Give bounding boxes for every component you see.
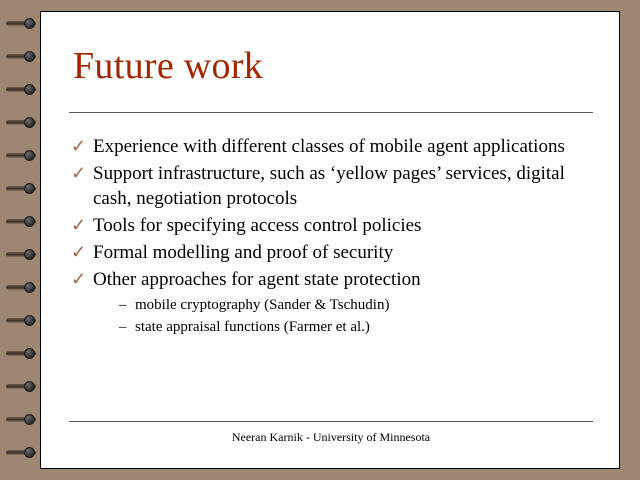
check-icon: ✓: [71, 215, 87, 235]
binding-bead-icon: [24, 183, 35, 194]
dash-icon: –: [119, 297, 127, 313]
sub-list-item: [119, 294, 601, 316]
binding-ring: [6, 216, 36, 227]
binding-ring: [6, 18, 36, 29]
binding-ring: [6, 84, 36, 95]
bullet-list: [71, 134, 601, 342]
binding-bead-icon: [24, 117, 35, 128]
slide-footer: Neeran Karnik - University of Minnesota: [231, 430, 431, 444]
spiral-binding: [0, 0, 42, 480]
binding-ring: [6, 315, 36, 326]
binding-bead-icon: [24, 447, 35, 458]
binding-ring: [6, 282, 36, 293]
binding-ring: [6, 183, 36, 194]
list-item: [71, 134, 601, 159]
binding-bead-icon: [24, 348, 35, 359]
check-icon: ✓: [71, 269, 87, 289]
binding-bead-icon: [24, 282, 35, 293]
binding-ring: [6, 447, 36, 458]
binding-bead-icon: [24, 315, 35, 326]
page-title: Future work: [73, 45, 264, 87]
check-icon: ✓: [71, 136, 87, 156]
binding-bead-icon: [24, 150, 35, 161]
sub-list-item: [119, 316, 601, 338]
binding-bead-icon: [24, 84, 35, 95]
binding-bead-icon: [24, 414, 35, 425]
sub-list-item-label: mobile cryptography (Sander & Tschudin): [135, 297, 390, 313]
list-item: [71, 161, 601, 211]
binding-ring: [6, 51, 36, 62]
binding-bead-icon: [24, 249, 35, 260]
list-item-label: Tools for specifying access control policies: [93, 215, 422, 236]
binding-bead-icon: [24, 18, 35, 29]
list-item: [71, 240, 601, 265]
check-icon: ✓: [71, 163, 87, 183]
sub-list-item-label: state appraisal functions (Farmer et al.): [135, 319, 370, 335]
list-item: [71, 267, 601, 292]
sub-list: [71, 294, 601, 338]
dash-icon: –: [119, 319, 127, 335]
check-icon: ✓: [71, 242, 87, 262]
binding-ring: [6, 348, 36, 359]
slide-page: [40, 11, 620, 469]
title-divider: [69, 112, 593, 113]
binding-bead-icon: [24, 381, 35, 392]
binding-ring: [6, 117, 36, 128]
binding-bead-icon: [24, 51, 35, 62]
list-item: [71, 213, 601, 238]
binding-ring: [6, 249, 36, 260]
footer-divider: [69, 421, 593, 422]
binding-ring: [6, 381, 36, 392]
binding-ring: [6, 150, 36, 161]
list-item-label: Formal modelling and proof of security: [93, 242, 394, 263]
binding-ring: [6, 414, 36, 425]
list-item-label: Experience with different classes of mobile agent applications: [93, 136, 565, 157]
list-item-label: Support infrastructure, such as ‘yellow pages’ services, digital cash, negotiation protocols: [93, 163, 565, 209]
binding-bead-icon: [24, 216, 35, 227]
list-item-label: Other approaches for agent state protection: [93, 269, 421, 290]
